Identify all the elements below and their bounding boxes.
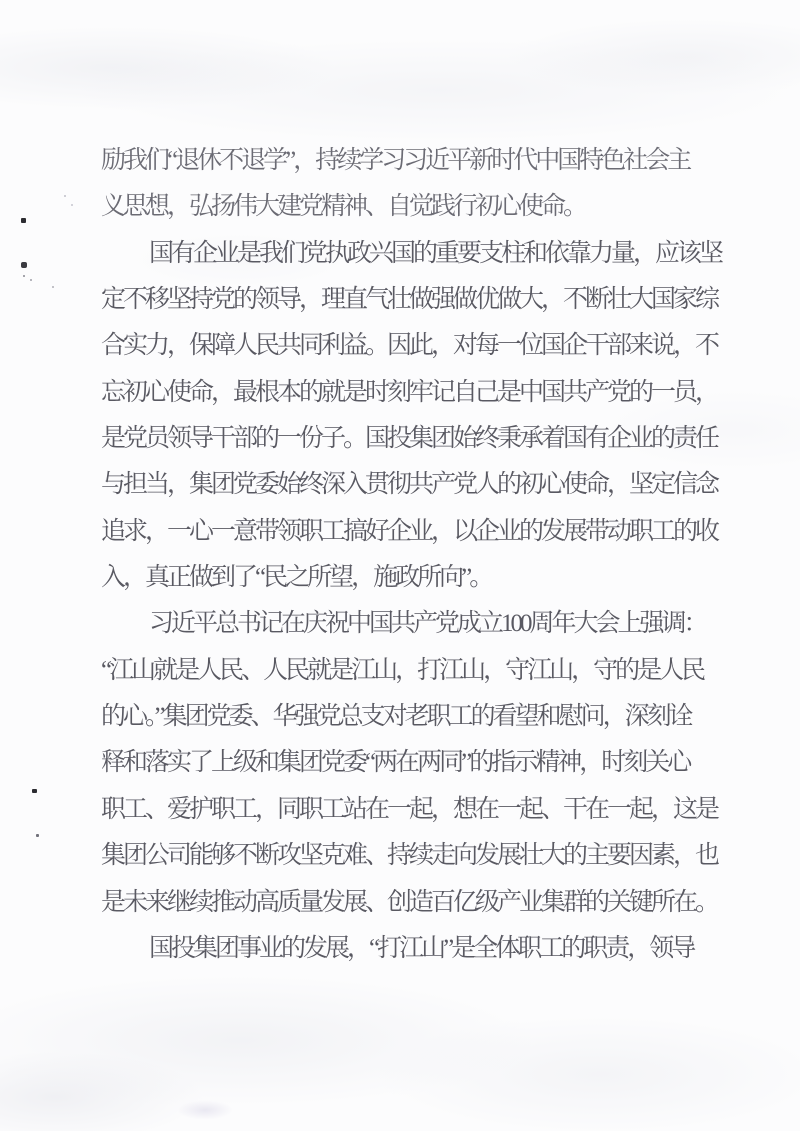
text-line: 义思想，弘扬伟大建党精神、自觉践行初心使命。 [101,193,586,221]
scan-speck [32,789,37,793]
text-line: 的心。”集团党委、华强党总支对老职工的看望和慰问，深刻诠 [101,703,691,731]
text-line: 国有企业是我们党执政兴国的重要支柱和依靠力量，应该坚 [149,239,722,267]
text-line: 国投集团事业的发展，“打江山”是全体职工的职责，领导 [149,934,694,962]
text-line: 追求，一心一意带领职工搞好企业，以企业的发展带动职工的收 [101,517,718,545]
text-line: 与担当，集团党委始终深入贯彻共产党人的初心使命，坚定信念 [101,471,718,499]
scan-speck [23,275,25,277]
text-line: 集团公司能够不断攻坚克难、持续走向发展壮大的主要因素，也 [101,842,718,870]
scan-speck [21,218,26,223]
scan-speck [36,834,39,837]
text-line: 是未来继续推动高质量发展、创造百亿级产业集群的关键所在。 [101,888,718,916]
scan-speck [30,279,32,281]
scan-speck [21,262,27,268]
text-line: 职工、爱护职工，同职工站在一起，想在一起、干在一起，这是 [101,795,718,823]
scan-speck [52,286,54,288]
scan-speck [71,204,73,206]
text-line: 习近平总书记在庆祝中国共产党成立100周年大会上强调： [149,610,706,638]
text-line: “江山就是人民、人民就是江山，打江山，守江山，守的是人民 [101,656,704,684]
text-line: 是党员领导干部的一份子。国投集团始终秉承着国有企业的责任 [101,425,718,453]
text-line: 入，真正做到了“民之所望，施政所向”。 [101,564,492,592]
text-line: 忘初心使命，最根本的就是时刻牢记自己是中国共产党的一员， [101,378,718,406]
text-line: 合实力，保障人民共同利益。因此，对每一位国企干部来说，不 [101,332,718,360]
text-line: 释和落实了上级和集团党委“两在两同”的指示精神，时刻关心 [101,749,690,777]
scan-speck [64,195,66,197]
text-line: 励我们“退休不退学”，持续学习习近平新时代中国特色社会主 [101,147,690,174]
text-line: 定不移坚持党的领导，理直气壮做强做优做大，不断壮大国家综 [101,286,718,314]
document-body [101,138,761,972]
